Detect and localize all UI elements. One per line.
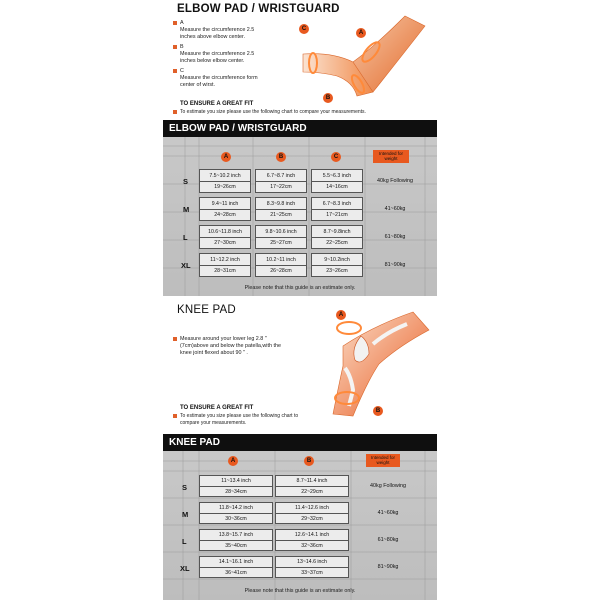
step-letter: A xyxy=(180,20,184,26)
size-cell xyxy=(275,556,349,578)
elbow-fit-text xyxy=(180,109,435,116)
cell-cm: 17~22cm xyxy=(270,184,292,190)
cell-cm: 23~26cm xyxy=(326,268,348,274)
cell-inch: 9.4~11 inch xyxy=(211,201,239,207)
cell-cm: 22~29cm xyxy=(301,489,323,495)
cell-cm: 29~32cm xyxy=(301,516,323,522)
cell-inch: 6.7~8.7 inch xyxy=(266,173,296,179)
step-text: Measure the circumference form center of wirst. xyxy=(180,75,258,88)
chart-body xyxy=(163,137,437,296)
column-a-icon: A xyxy=(228,456,238,466)
cell-inch: 11.8~14.2 inch xyxy=(219,505,253,511)
elbow-size-chart xyxy=(163,120,437,296)
cell-cm: 22~25cm xyxy=(326,240,348,246)
size-label: XL xyxy=(180,564,190,573)
cell-inch: 10.6~11.8 inch xyxy=(208,229,242,235)
cell-inch: 9.8~10.6 inch xyxy=(265,229,297,235)
knee-section xyxy=(163,302,437,600)
column-b-icon: B xyxy=(304,456,314,466)
disclaimer-note: Please note that this guide is an estimate only. xyxy=(244,588,356,594)
cell-inch: 11~13.4 inch xyxy=(221,478,251,484)
size-cell xyxy=(199,253,251,277)
weight-value: 81~90kg xyxy=(384,262,406,268)
size-label: M xyxy=(182,510,189,519)
cell-inch: 6.7~8.3 inch xyxy=(322,201,352,207)
size-cell xyxy=(311,197,363,221)
step-text: Measure the circumference 2.5 inches below elbow center. xyxy=(180,51,255,64)
size-cell xyxy=(275,529,349,551)
bullet-icon xyxy=(173,414,177,418)
cell-inch: 11~12.2 inch xyxy=(210,257,240,263)
cell-cm: 14~16cm xyxy=(326,184,348,190)
size-cell xyxy=(255,197,307,221)
step-text: Measure around your lower leg 2.8 " (7cm)above and below the patella,with the knee joint flexed about 90 " . xyxy=(180,336,281,356)
fit-text-content: To estimate you size please use the following chart to compare your measurements. xyxy=(180,413,299,426)
cell-cm: 26~28cm xyxy=(270,268,292,274)
size-cell xyxy=(311,169,363,193)
size-cell xyxy=(199,197,251,221)
cell-inch: 13~14.6 inch xyxy=(297,559,327,565)
elbow-fit-title: TO ENSURE A GREAT FIT xyxy=(180,101,254,107)
bullet-icon xyxy=(173,69,177,73)
pin-a-icon: A xyxy=(336,310,346,320)
size-cell xyxy=(255,225,307,249)
cell-cm: 17~21cm xyxy=(326,212,348,218)
cell-inch: 10.2~11 inch xyxy=(266,257,296,263)
cell-inch: 5.5~6.3 inch xyxy=(322,173,352,179)
cell-cm: 28~34cm xyxy=(225,489,247,495)
elbow-section xyxy=(163,0,437,296)
knee-title: KNEE PAD xyxy=(177,304,236,316)
size-cell xyxy=(199,475,273,497)
size-cell xyxy=(275,475,349,497)
size-cell xyxy=(199,225,251,249)
cell-cm: 32~36cm xyxy=(301,543,323,549)
cell-inch: 12.6~14.1 inch xyxy=(294,532,330,538)
weight-value: 40kg Following xyxy=(377,178,413,184)
weight-value: 61~80kg xyxy=(384,234,406,240)
size-cell xyxy=(275,502,349,524)
pin-c-icon: C xyxy=(299,24,309,34)
cell-inch: 7.5~10.2 inch xyxy=(209,173,241,179)
elbow-title: ELBOW PAD / WRISTGUARD xyxy=(177,3,340,15)
column-b-icon: B xyxy=(276,152,286,162)
cell-cm: 19~26cm xyxy=(214,184,236,190)
weight-header: Intended for weight xyxy=(366,454,400,467)
cell-inch: 13.8~15.7 inch xyxy=(218,532,254,538)
pin-b-icon: B xyxy=(323,93,333,103)
cell-cm: 35~40cm xyxy=(225,543,247,549)
cell-inch: 8.7~11.4 inch xyxy=(296,478,328,484)
bullet-icon xyxy=(173,110,177,114)
knee-step xyxy=(180,336,290,357)
column-c-icon: C xyxy=(331,152,341,162)
size-cell xyxy=(199,169,251,193)
weight-value: 41~60kg xyxy=(384,206,406,212)
weight-value: 61~80kg xyxy=(377,537,399,543)
pin-a-icon: A xyxy=(356,28,366,38)
chart-body xyxy=(163,451,437,600)
weight-value: 81~90kg xyxy=(377,564,399,570)
size-cell xyxy=(255,169,307,193)
size-cell xyxy=(311,225,363,249)
step-text: Measure the circumference 2.5 inches above elbow center. xyxy=(180,27,255,40)
cell-cm: 24~28cm xyxy=(214,212,236,218)
knee-illustration xyxy=(303,306,433,428)
size-label: XL xyxy=(181,261,191,270)
weight-value: 40kg Following xyxy=(370,483,406,489)
size-label: S xyxy=(183,177,189,186)
cell-cm: 25~27cm xyxy=(270,240,292,246)
cell-cm: 27~30cm xyxy=(214,240,236,246)
cell-cm: 33~37cm xyxy=(301,570,323,576)
cell-cm: 21~25cm xyxy=(270,212,292,218)
step-letter: B xyxy=(180,44,184,50)
size-cell xyxy=(311,253,363,277)
cell-cm: 30~36cm xyxy=(225,516,247,522)
column-a-icon: A xyxy=(221,152,231,162)
arm-illustration xyxy=(293,6,433,106)
pin-b-icon: B xyxy=(373,406,383,416)
cell-inch: 14.1~16.1 inch xyxy=(218,559,254,565)
size-label: S xyxy=(182,483,188,492)
disclaimer-note: Please note that this guide is an estimate only. xyxy=(244,285,356,291)
knee-fit-title: TO ENSURE A GREAT FIT xyxy=(180,405,254,411)
bullet-icon xyxy=(173,337,177,341)
weight-header: Intended for weight xyxy=(373,150,409,163)
step-letter: C xyxy=(180,68,184,74)
size-label: M xyxy=(183,205,190,214)
cell-inch: 8.7~9.8inch xyxy=(323,229,351,235)
size-cell xyxy=(255,253,307,277)
bullet-icon xyxy=(173,21,177,25)
cell-cm: 36~41cm xyxy=(225,570,247,576)
cell-inch: 9~10.2inch xyxy=(324,257,350,263)
chart-header: ELBOW PAD / WRISTGUARD xyxy=(163,120,437,137)
cell-inch: 8.3~9.8 inch xyxy=(266,201,296,207)
size-cell xyxy=(199,556,273,578)
chart-header: KNEE PAD xyxy=(163,434,437,451)
size-label: L xyxy=(182,537,187,546)
cell-inch: 11.4~12.6 inch xyxy=(295,505,329,511)
knee-size-chart xyxy=(163,434,437,600)
size-cell xyxy=(199,502,273,524)
fit-text-content: To estimate you size please use the following chart to compare your measurements. xyxy=(180,109,366,115)
weight-value: 41~60kg xyxy=(377,510,399,516)
size-label: L xyxy=(183,233,188,242)
cell-cm: 28~31cm xyxy=(214,268,236,274)
bullet-icon xyxy=(173,45,177,49)
knee-fit-text xyxy=(180,413,300,426)
size-cell xyxy=(199,529,273,551)
